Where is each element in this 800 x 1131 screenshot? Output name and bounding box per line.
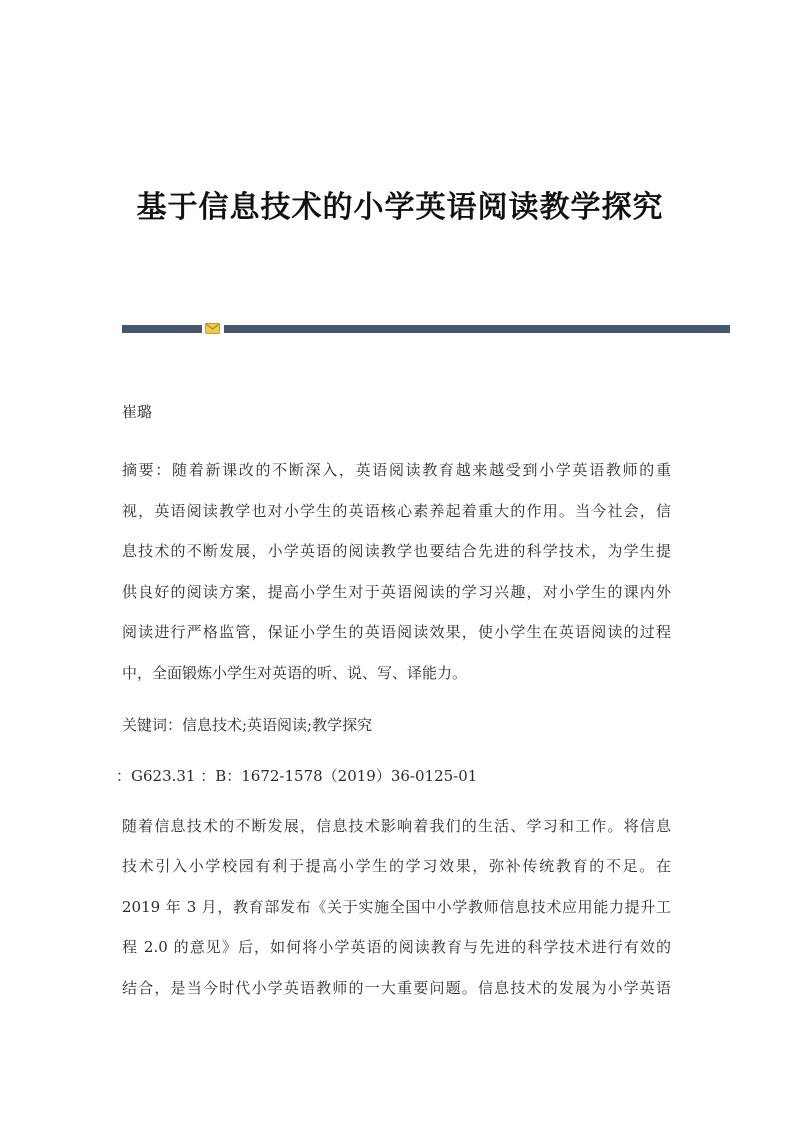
- abstract-line: 摘要：随着新课改的不断深入，英语阅读教育越来越受到小学英语教师的重: [122, 461, 671, 479]
- body-line: 程 2.0 的意见》后，如何将小学英语的阅读教育与先进的科学技术进行有效的: [122, 938, 671, 956]
- divider-left: [122, 325, 202, 333]
- body-line: 技术引入小学校园有利于提高小学生的学习效果，弥补传统教育的不足。在: [122, 857, 671, 875]
- envelope-icon: [205, 323, 220, 334]
- abstract-line: 供良好的阅读方案，提高小学生对于英语阅读的学习兴趣，对小学生的课内外: [122, 583, 671, 601]
- keywords-line: 关键词：信息技术;英语阅读;教学探究: [122, 716, 373, 734]
- classification-line: ：G623.31 ：B：1672-1578（2019）36-0125-01: [116, 767, 478, 785]
- body-line: 随着信息技术的不断发展，信息技术影响着我们的生活、学习和工作。将信息: [122, 817, 671, 835]
- author-name: 崔璐: [122, 403, 153, 421]
- abstract-line: 息技术的不断发展，小学英语的阅读教学也要结合先进的科学技术，为学生提: [122, 542, 671, 560]
- body-line: 2019 年 3 月，教育部发布《关于实施全国中小学教师信息技术应用能力提升工: [122, 898, 671, 916]
- page-title: 基于信息技术的小学英语阅读教学探究: [136, 190, 664, 225]
- abstract-line: 视，英语阅读教学也对小学生的英语核心素养起着重大的作用。当今社会，信: [122, 502, 671, 520]
- abstract-line: 阅读进行严格监管，保证小学生的英语阅读效果，使小学生在英语阅读的过程: [122, 623, 671, 641]
- divider-right: [224, 325, 730, 333]
- body-line: 结合，是当今时代小学英语教师的一大重要问题。信息技术的发展为小学英语: [122, 979, 671, 997]
- abstract-line: 中，全面锻炼小学生对英语的听、说、写、译能力。: [122, 664, 468, 682]
